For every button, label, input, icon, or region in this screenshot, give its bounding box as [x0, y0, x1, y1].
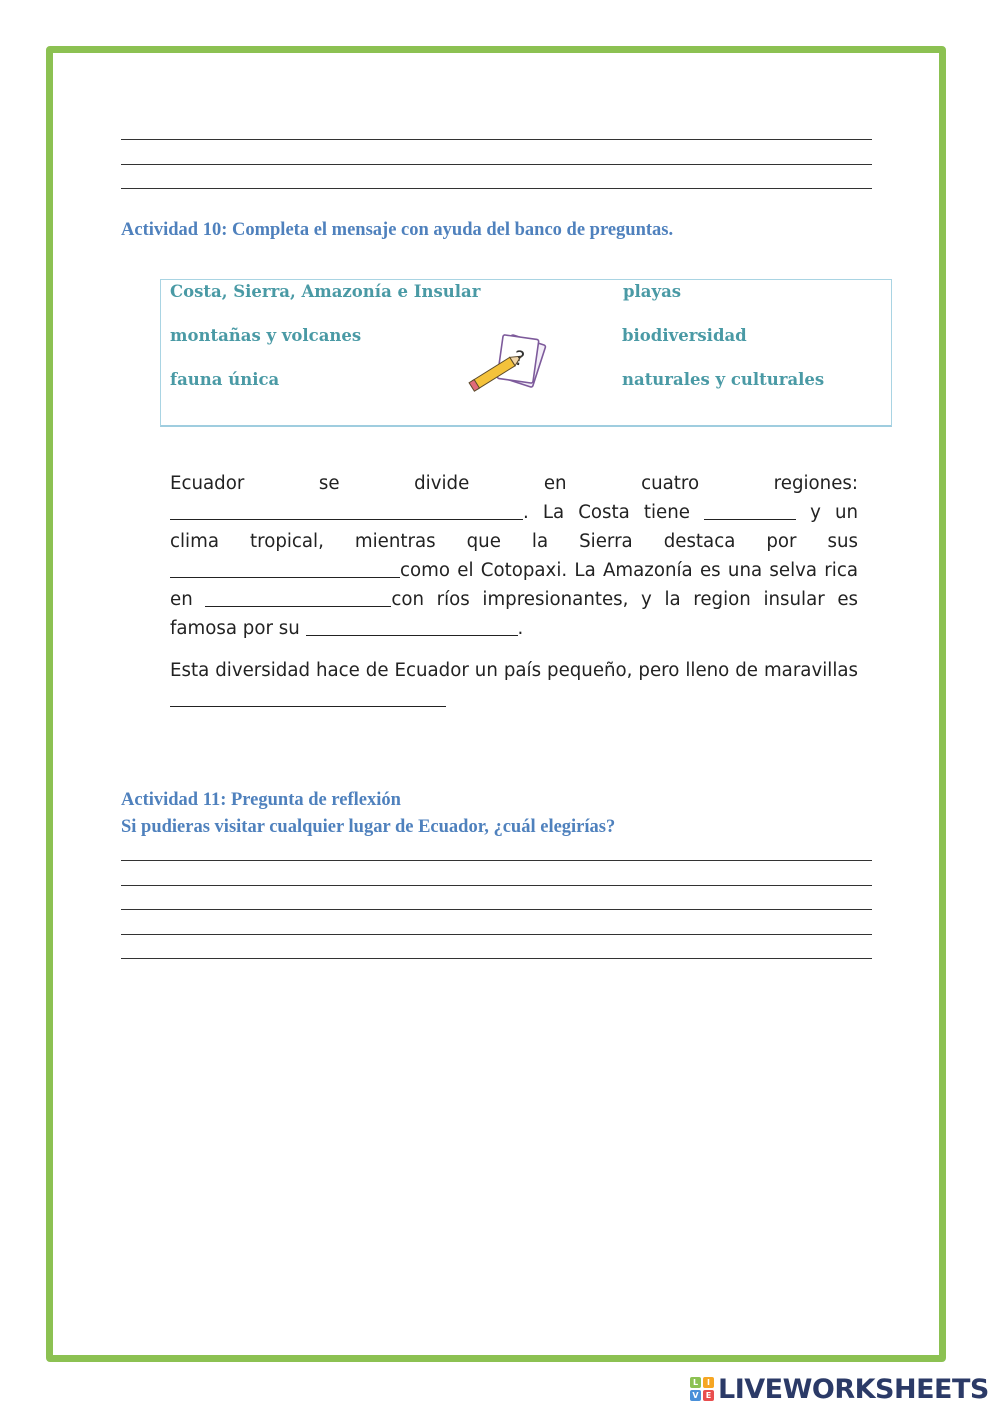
- answer-line[interactable]: [121, 188, 872, 189]
- paragraph-text: con ríos impresionantes, y la region insular es famosa por su: [170, 589, 858, 639]
- blank-insular[interactable]: [306, 617, 518, 636]
- answer-line[interactable]: [121, 958, 872, 959]
- logo-letter: E: [703, 1390, 714, 1401]
- blank-costa[interactable]: [704, 501, 796, 520]
- blank-sierra[interactable]: [170, 559, 400, 578]
- activity-11-heading: Actividad 11: Pregunta de reflexión: [121, 790, 401, 810]
- logo-letter: I: [703, 1377, 714, 1388]
- pencil-paper-icon: [466, 333, 552, 395]
- paragraph-text: y un clima tropical, mientras que la Sierra destaca por sus: [170, 502, 858, 552]
- paragraph-text: Esta diversidad hace de Ecuador un país pequeño, pero lleno de maravillas: [170, 660, 858, 681]
- answer-line[interactable]: [121, 164, 872, 165]
- word-bank-item: playas: [623, 282, 682, 301]
- word-bank-item: naturales y culturales: [622, 370, 825, 389]
- fill-in-paragraph: [170, 469, 858, 643]
- word-bank-item: fauna única: [170, 370, 280, 389]
- paragraph-text: Ecuador se divide en cuatro regiones:: [170, 473, 858, 494]
- word-bank-item: Costa, Sierra, Amazonía e Insular: [170, 282, 481, 301]
- answer-line[interactable]: [121, 934, 872, 935]
- closing-paragraph: [170, 656, 858, 714]
- logo-mark-icon: [690, 1377, 714, 1401]
- word-bank-item: biodiversidad: [622, 326, 747, 345]
- activity-10-heading: Actividad 10: Completa el mensaje con ayuda del banco de preguntas.: [121, 220, 674, 240]
- word-bank-item: montañas y volcanes: [170, 326, 362, 345]
- blank-amazonia[interactable]: [205, 588, 391, 607]
- brand-name: LIVEWORKSHEETS: [718, 1373, 989, 1405]
- answer-line[interactable]: [121, 139, 872, 140]
- liveworksheets-logo: [690, 1374, 989, 1404]
- paragraph-text: . La Costa tiene: [523, 502, 705, 523]
- answer-line[interactable]: [121, 909, 872, 910]
- logo-letter: V: [690, 1390, 701, 1401]
- answer-line[interactable]: [121, 885, 872, 886]
- answer-line[interactable]: [121, 860, 872, 861]
- paragraph-text: .: [517, 618, 524, 639]
- paragraph-text: como el Cotopaxi. La Amazonía es una selva rica en: [170, 560, 858, 610]
- blank-maravillas[interactable]: [170, 688, 446, 707]
- reflection-question: Si pudieras visitar cualquier lugar de Ecuador, ¿cuál elegirías?: [121, 817, 616, 837]
- blank-regions[interactable]: [170, 501, 523, 520]
- logo-letter: L: [690, 1377, 701, 1388]
